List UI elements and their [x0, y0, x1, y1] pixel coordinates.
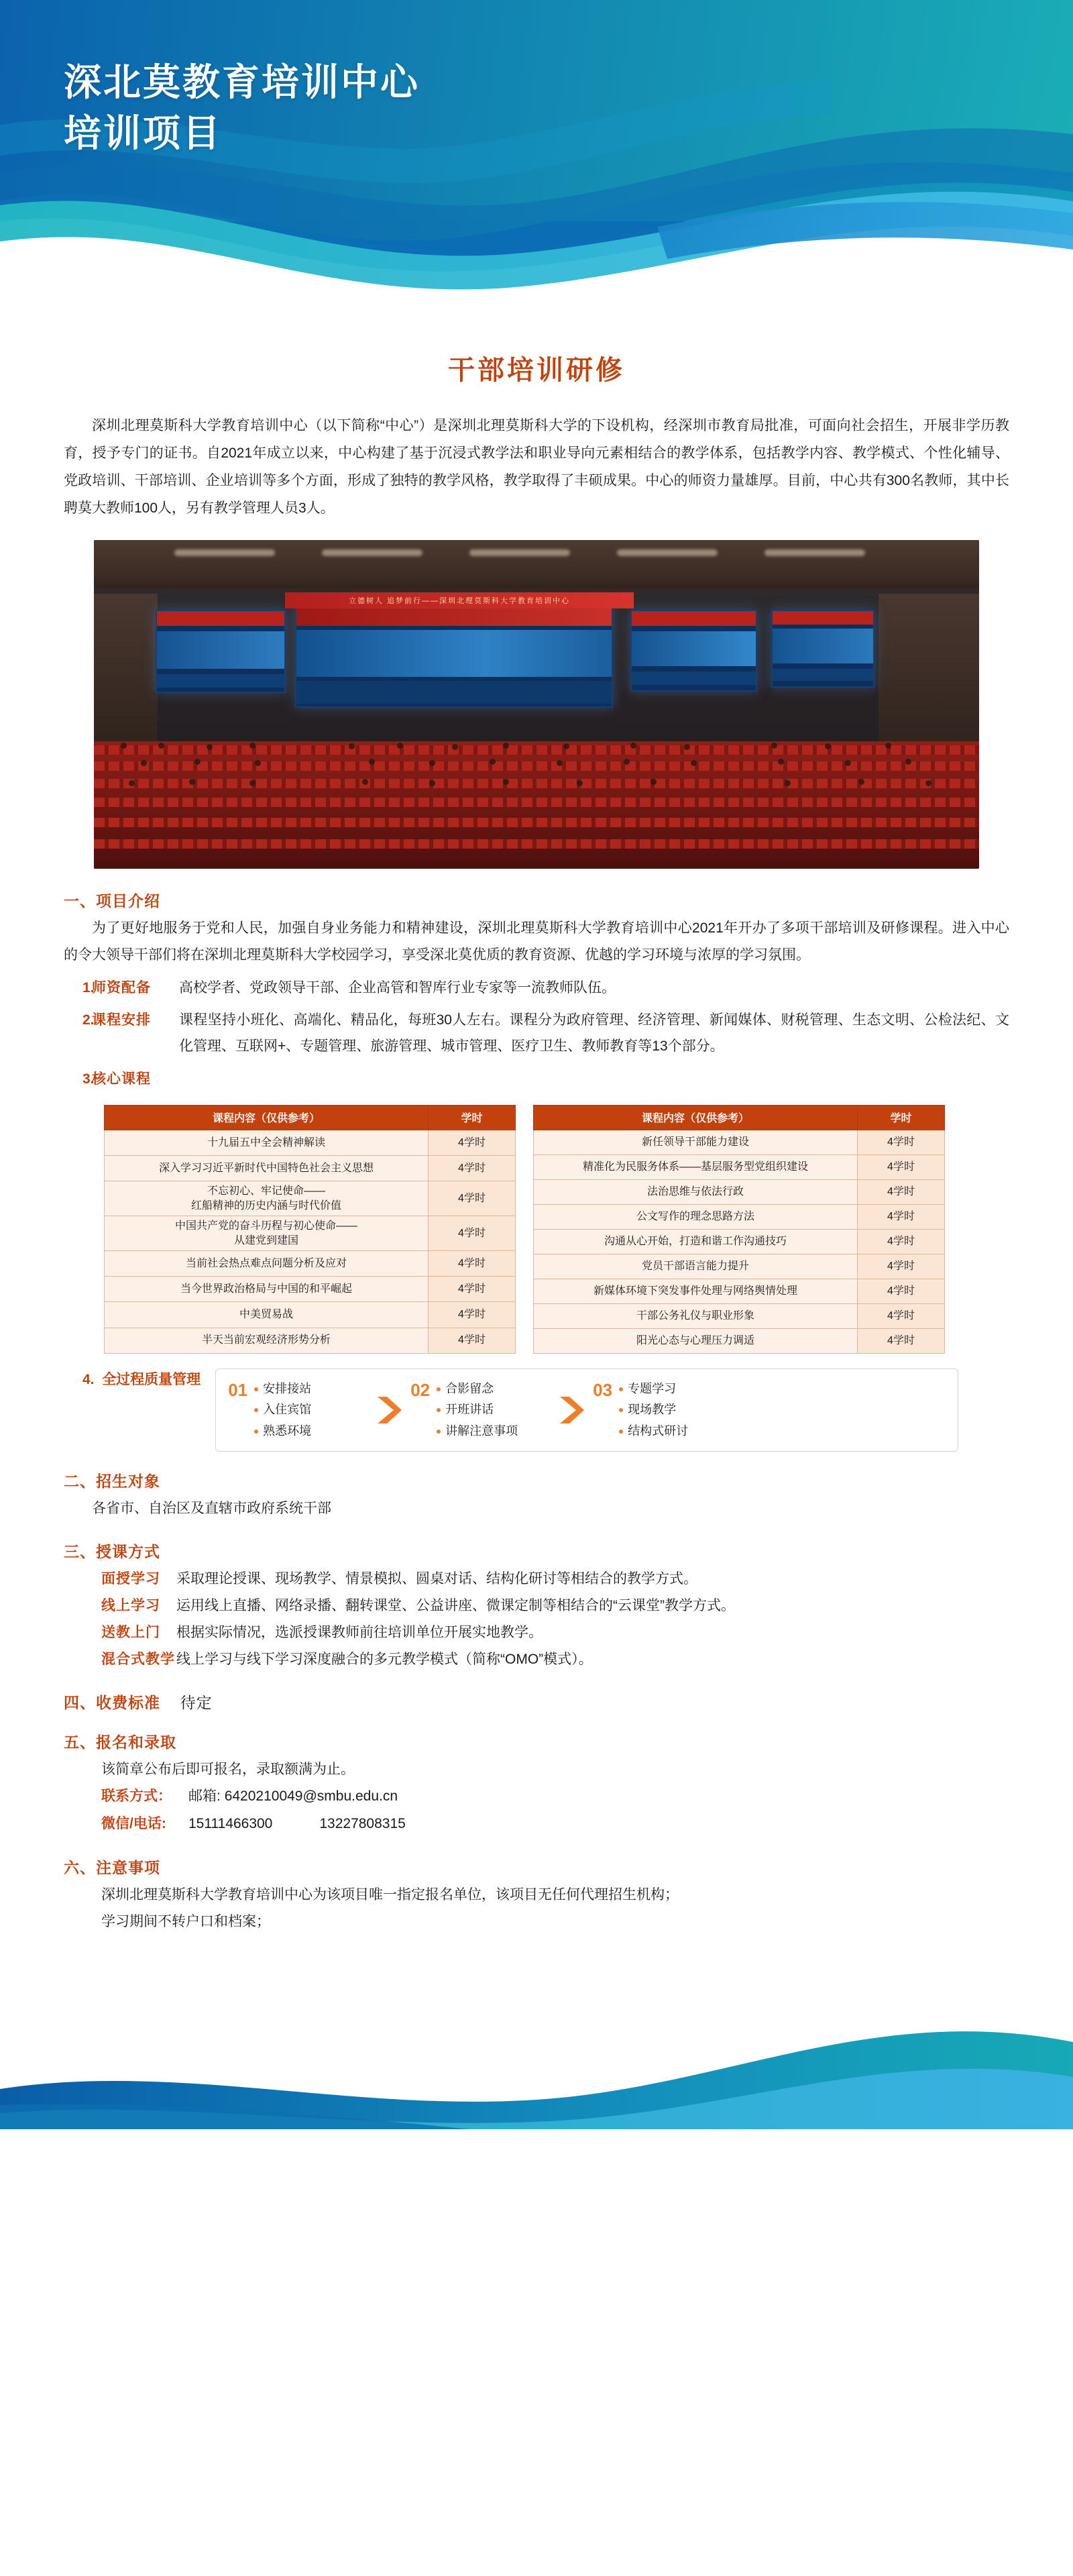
course-name-cell: 精准化为民服务体系——基层服务型党组织建设 [534, 1155, 858, 1179]
course-name-cell: 党员干部语言能力提升 [534, 1254, 858, 1279]
course-name-cell: 不忘初心、牢记使命—— 红船精神的历史内涵与时代价值 [105, 1181, 429, 1216]
course-hours-cell: 4学时 [429, 1156, 516, 1181]
table-row [534, 1204, 945, 1229]
course-name-cell: 深入学习习近平新时代中国特色社会主义思想 [105, 1156, 429, 1181]
wechat-label: 微信/电话: [101, 1815, 166, 1831]
course-name-cell: 公文写作的理念思路方法 [534, 1204, 858, 1229]
bullet-icon [437, 1408, 441, 1412]
table-row [105, 1251, 516, 1277]
table-row [534, 1328, 945, 1353]
course-hours-cell: 4学时 [429, 1181, 516, 1216]
phone-number-2[interactable]: 13227808315 [319, 1815, 406, 1831]
step-number: 01 [228, 1379, 248, 1400]
list-text: 课程坚持小班化、高端化、精品化，每班30人左右。课程分为政府管理、经济管理、新闻媒体、财税管理、生态文明、公检法纪、文化管理、互联网+、专题管理、旅游管理、城市管理、医疗卫生、教师教育等13个部分。 [179, 1012, 1009, 1055]
notice-line: 深圳北理莫斯科大学教育培训中心为该项目唯一指定报名单位，该项目无任何代理招生机构； [101, 1886, 679, 1902]
list-text [179, 1067, 1009, 1093]
process-step [410, 1379, 551, 1442]
bullet-icon [619, 1430, 623, 1434]
teaching-mode-label: 面授学习 [101, 1571, 160, 1587]
step-number: 02 [410, 1379, 431, 1400]
step-item-list [254, 1379, 311, 1442]
auditorium-photo [94, 540, 979, 869]
course-name-cell: 中国共产党的奋斗历程与初心使命—— 从建党到建国 [105, 1216, 429, 1251]
course-hours-cell: 4学时 [429, 1277, 516, 1302]
table-row [534, 1130, 945, 1155]
bullet-icon [437, 1430, 441, 1434]
course-hours-cell: 4学时 [429, 1130, 516, 1155]
course-name-cell: 十九届五中全会精神解读 [105, 1130, 429, 1155]
course-table-left [104, 1105, 516, 1354]
step-item: 合影留念 [445, 1381, 494, 1395]
table-row [105, 1156, 516, 1181]
teaching-mode-row [101, 1566, 1009, 1593]
teaching-mode-text: 采取理论授课、现场教学、情景模拟、圆桌对话、结构化研讨等相结合的教学方式。 [176, 1571, 697, 1587]
section-4-value: 待定 [180, 1693, 213, 1711]
table-row [105, 1181, 516, 1216]
table-row [534, 1279, 945, 1303]
page-title [64, 57, 420, 158]
arrow-right-icon [374, 1392, 405, 1428]
contact-label: 联系方式： [101, 1788, 172, 1804]
course-name-cell: 中美贸易战 [105, 1302, 429, 1328]
step-item: 熟悉环境 [263, 1424, 312, 1438]
table-row [105, 1216, 516, 1251]
step-item: 结构式研讨 [628, 1424, 689, 1438]
course-hours-cell: 4学时 [429, 1328, 516, 1353]
table-row [534, 1229, 945, 1254]
phone-values [188, 1811, 1009, 1838]
page-title-line1: 深北莫教育培训中心 [64, 61, 420, 103]
process-steps-box [215, 1368, 958, 1452]
list-number: 1. [82, 979, 95, 996]
bullet-icon [619, 1387, 623, 1391]
table-row [534, 1303, 945, 1328]
table-row [105, 1130, 516, 1155]
list-label: 全过程质量管理 [102, 1371, 201, 1387]
column-header-content: 课程内容（仅供参考） [534, 1105, 858, 1130]
section-2-body: 各省市、自治区及直辖市政府系统干部 [92, 1501, 331, 1517]
process-section [64, 1368, 1009, 1452]
column-header-content: 课程内容（仅供参考） [105, 1105, 429, 1130]
process-step [228, 1379, 369, 1442]
course-hours-cell: 4学时 [858, 1229, 945, 1254]
teaching-mode-label: 送教上门 [101, 1625, 160, 1641]
teaching-mode-row [101, 1619, 1009, 1646]
bullet-icon [254, 1430, 258, 1434]
column-header-hours: 学时 [429, 1105, 516, 1130]
contact-email-value [188, 1783, 1009, 1811]
page-footer [0, 1962, 1073, 2129]
teaching-mode-row [101, 1646, 1009, 1673]
bullet-icon [437, 1387, 441, 1391]
step-item: 讲解注意事项 [445, 1424, 518, 1438]
process-label [64, 1368, 201, 1391]
step-item: 开班讲话 [445, 1403, 494, 1417]
section-5-heading: 五、报名和录取 [64, 1733, 176, 1751]
table-row [534, 1254, 945, 1279]
step-item-list [619, 1379, 688, 1442]
list-text: 高校学者、党政领导干部、企业高管和智库行业专家等一流教师队伍。 [179, 979, 616, 996]
course-name-cell: 新任领导干部能力建设 [534, 1130, 858, 1155]
bullet-icon [619, 1408, 623, 1412]
bullet-icon [254, 1408, 258, 1412]
section-2-heading: 二、招生对象 [64, 1472, 160, 1491]
photo-banner-text: 立德树人 追梦前行——深圳北理莫斯科大学教育培训中心 [285, 592, 634, 608]
section-1-heading: 一、项目介绍 [64, 892, 160, 910]
teaching-mode-text: 根据实际情况，选派授课教师前往培训单位开展实地教学。 [176, 1625, 543, 1641]
column-header-hours: 学时 [858, 1105, 945, 1130]
list-number: 2. [82, 1012, 95, 1028]
list-item [64, 975, 1009, 1002]
contact-email-row [101, 1783, 1009, 1811]
course-hours-cell: 4学时 [858, 1179, 945, 1204]
course-hours-cell: 4学时 [429, 1216, 516, 1251]
table-body-right [534, 1130, 945, 1353]
section-4-title: 四、收费标准 [64, 1693, 160, 1711]
step-number: 03 [593, 1379, 613, 1400]
course-hours-cell: 4学时 [858, 1204, 945, 1229]
list-label: 核心课程 [92, 1071, 151, 1087]
page-header [0, 0, 1073, 329]
table-row [105, 1277, 516, 1302]
table-row [105, 1302, 516, 1328]
course-hours-cell: 4学时 [858, 1303, 945, 1328]
table-header-row [105, 1105, 516, 1130]
table-row [534, 1179, 945, 1204]
arrow-right-icon [557, 1392, 587, 1428]
course-hours-cell: 4学时 [429, 1251, 516, 1277]
teaching-mode-label: 线上学习 [101, 1598, 160, 1614]
table-body-left [105, 1130, 516, 1353]
teaching-mode-text: 线上学习与线下学习深度融合的多元教学模式（简称“OMO”模式）。 [176, 1651, 593, 1667]
course-hours-cell: 4学时 [858, 1279, 945, 1303]
phone-number-1[interactable]: 15111466300 [188, 1815, 273, 1831]
section-3-heading: 三、授课方式 [64, 1543, 160, 1561]
list-item [64, 1067, 1009, 1093]
photo-container [64, 540, 1009, 869]
teaching-mode-text: 运用线上直播、网络录播、翻转课堂、公益讲座、微课定制等相结合的“云课堂”教学方式。 [176, 1598, 735, 1614]
course-hours-cell: 4学时 [858, 1130, 945, 1155]
course-name-cell: 法治思维与依法行政 [534, 1179, 858, 1204]
course-name-cell: 阳光心态与心理压力调适 [534, 1328, 858, 1353]
course-table-right [533, 1105, 945, 1354]
list-number: 4. [82, 1371, 95, 1387]
list-label: 课程安排 [92, 1012, 151, 1028]
step-item: 专题学习 [628, 1381, 677, 1395]
course-name-cell: 干部公务礼仪与职业形象 [534, 1303, 858, 1328]
step-item: 安排接站 [263, 1381, 312, 1395]
notice-line: 学习期间不转户口和档案； [101, 1913, 270, 1929]
course-name-cell: 半天当前宏观经济形势分析 [105, 1328, 429, 1353]
section-1-body: 为了更好地服务于党和人民，加强自身业务能力和精神建设，深圳北理莫斯科大学教育培训中心2021年开办了多项干部培训及研修课程。进入中心的令大领导干部们将在深圳北理莫斯科大学校园学习，享受深北莫优质的教育资源、优越的学习环境与浓厚的学习氛围。 [64, 920, 1009, 963]
section-5-body: 该简章公布后即可报名，录取额满为止。 [101, 1761, 355, 1777]
email-address[interactable]: 6420210049@smbu.edu.cn [224, 1788, 398, 1804]
step-item: 入住宾馆 [263, 1403, 312, 1417]
course-hours-cell: 4学时 [429, 1302, 516, 1328]
table-header-row [534, 1105, 945, 1130]
course-name-cell: 当前社会热点难点问题分析及应对 [105, 1251, 429, 1277]
course-name-cell: 沟通从心开始，打造和谐工作沟通技巧 [534, 1229, 858, 1254]
intro-paragraph: 深圳北理莫斯科大学教育培训中心（以下简称“中心”）是深圳北理莫斯科大学的下设机构，经深圳市教育局批准，可面向社会招生，开展非学历教育，授予专门的证书。自2021年成立以来，中心构建了基于沉浸式教学法和职业导向元素相结合的教学体系，包括教学内容、教学模式、个性化辅导、党政培训、干部培训、企业培训等多个方面，形成了独特的教学风格，教学取得了丰硕成果。中心的师资力量雄厚。目前，中心共有300名教师，其中长聘莫大教师100人，另有教学管理人员3人。 [64, 418, 1009, 516]
teaching-mode-row [101, 1593, 1009, 1619]
table-row [534, 1155, 945, 1179]
footer-wave-graphic [0, 1962, 1073, 2129]
email-label: 邮箱: [188, 1788, 221, 1804]
header-wave-graphic [0, 0, 1073, 329]
process-step [593, 1379, 734, 1442]
course-hours-cell: 4学时 [858, 1155, 945, 1179]
course-hours-cell: 4学时 [858, 1328, 945, 1353]
list-label: 师资配备 [92, 979, 151, 996]
bullet-icon [254, 1387, 258, 1391]
poster-content [0, 349, 1073, 1935]
step-item: 现场教学 [628, 1403, 677, 1417]
list-number: 3. [82, 1071, 95, 1087]
page-title-line2: 培训项目 [64, 111, 222, 154]
course-hours-cell: 4学时 [858, 1254, 945, 1279]
step-item-list [437, 1379, 518, 1442]
course-name-cell: 当今世界政治格局与中国的和平崛起 [105, 1277, 429, 1302]
teaching-mode-label: 混合式教学 [101, 1651, 175, 1667]
contact-phone-row [101, 1811, 1009, 1838]
table-row [105, 1328, 516, 1353]
list-item [64, 1008, 1009, 1060]
section-4-heading [64, 1690, 1009, 1713]
course-tables [104, 1105, 936, 1354]
section-6-heading: 六、注意事项 [64, 1858, 160, 1876]
course-name-cell: 新媒体环境下突发事件处理与网络舆情处理 [534, 1279, 858, 1303]
main-heading: 干部培训研修 [448, 356, 625, 385]
